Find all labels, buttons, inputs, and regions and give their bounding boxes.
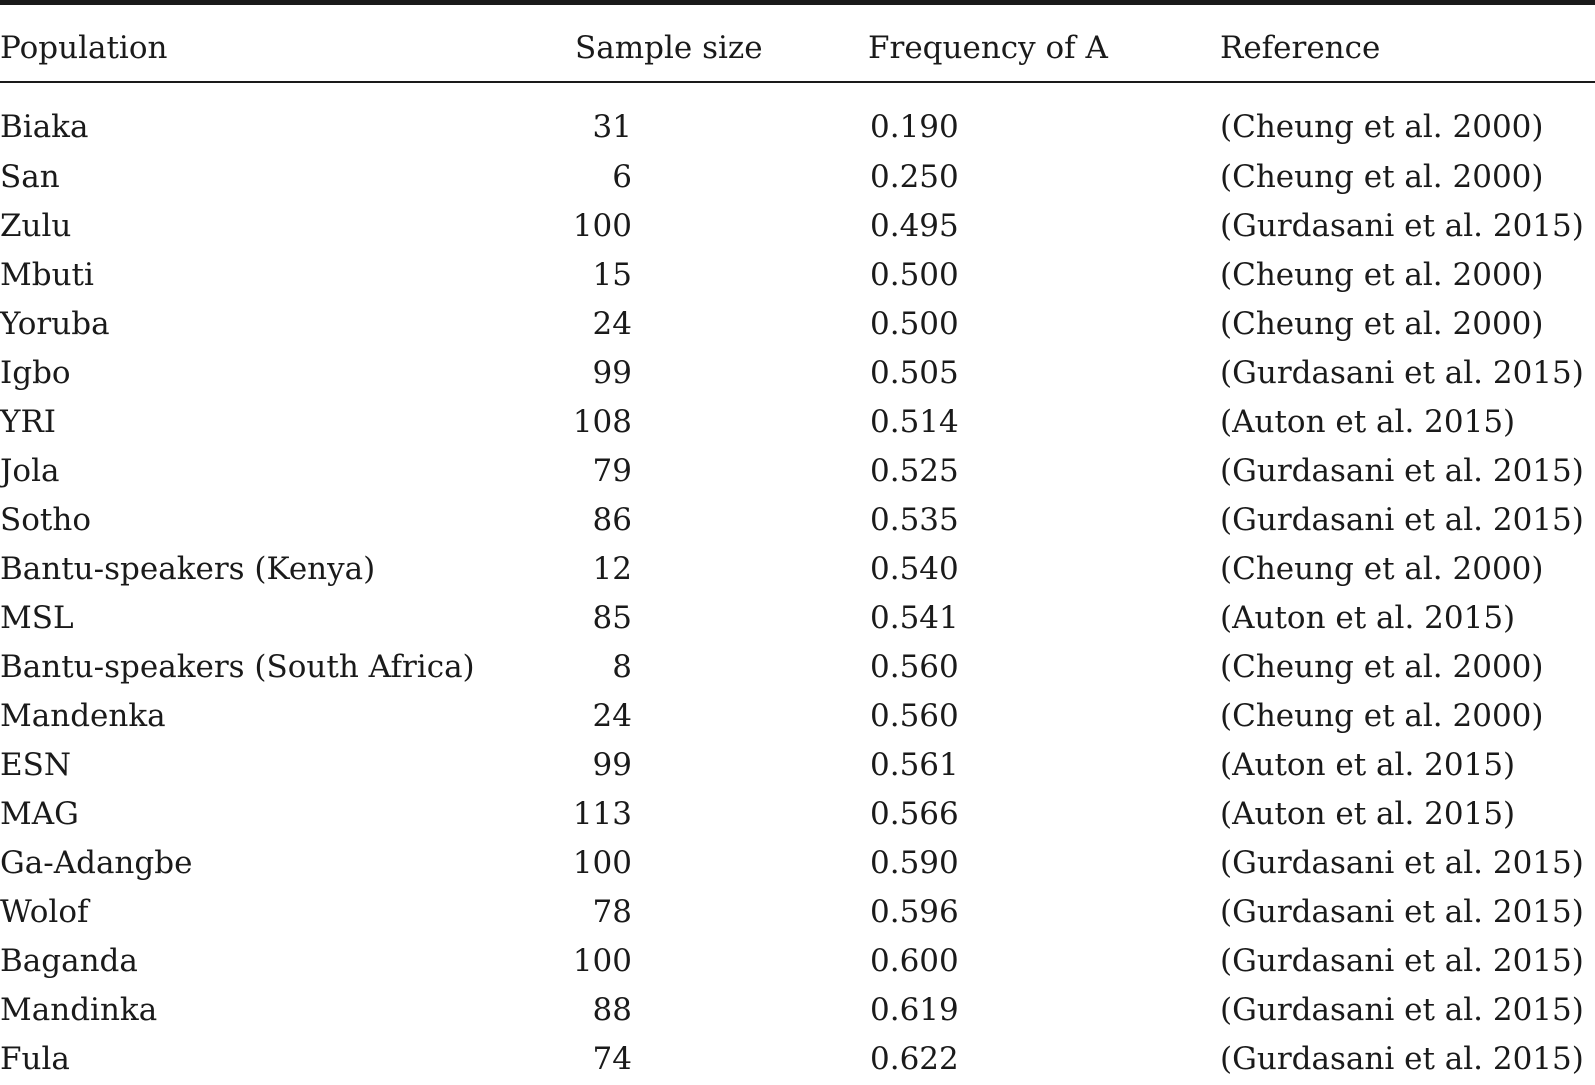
- cell-frequency: 0.541: [870, 600, 959, 636]
- cell-frequency: 0.560: [870, 698, 959, 734]
- cell-sample-size: 24: [592, 306, 632, 342]
- cell-frequency: 0.250: [870, 159, 959, 195]
- cell-sample-size: 74: [592, 1041, 632, 1077]
- cell-population: Bantu-speakers (Kenya): [0, 551, 376, 587]
- cell-frequency: 0.560: [870, 649, 959, 685]
- cell-sample-size: 99: [592, 747, 632, 783]
- cell-reference: (Gurdasani et al. 2015): [1220, 845, 1584, 881]
- cell-sample-size: 100: [572, 845, 632, 881]
- cell-reference: (Gurdasani et al. 2015): [1220, 208, 1584, 244]
- cell-reference: (Auton et al. 2015): [1220, 600, 1516, 636]
- cell-reference: (Gurdasani et al. 2015): [1220, 943, 1584, 979]
- cell-sample-size: 100: [572, 208, 632, 244]
- cell-reference: (Cheung et al. 2000): [1220, 109, 1544, 145]
- cell-reference: (Cheung et al. 2000): [1220, 159, 1544, 195]
- cell-sample-size: 85: [592, 600, 632, 636]
- cell-sample-size: 78: [592, 894, 632, 930]
- cell-population: Yoruba: [0, 306, 110, 342]
- cell-frequency: 0.514: [870, 404, 959, 440]
- header-frequency: Frequency of A: [868, 30, 1108, 66]
- cell-population: MAG: [0, 796, 79, 832]
- header-population: Population: [0, 30, 168, 66]
- cell-population: Jola: [0, 453, 60, 489]
- cell-frequency: 0.500: [870, 257, 959, 293]
- table-row: [0, 790, 1595, 839]
- cell-frequency: 0.500: [870, 306, 959, 342]
- cell-reference: (Gurdasani et al. 2015): [1220, 1041, 1584, 1077]
- cell-reference: (Auton et al. 2015): [1220, 404, 1516, 440]
- cell-reference: (Cheung et al. 2000): [1220, 698, 1544, 734]
- cell-frequency: 0.495: [870, 208, 959, 244]
- cell-population: ESN: [0, 747, 71, 783]
- cell-reference: (Cheung et al. 2000): [1220, 306, 1544, 342]
- cell-sample-size: 88: [592, 992, 632, 1028]
- cell-population: Bantu-speakers (South Africa): [0, 649, 475, 685]
- header-sample-size: Sample size: [575, 30, 763, 66]
- cell-sample-size: 99: [592, 355, 632, 391]
- cell-population: San: [0, 159, 60, 195]
- table-row: [0, 251, 1595, 300]
- table-row: [0, 986, 1595, 1035]
- table-row: [0, 1035, 1595, 1084]
- cell-sample-size: 100: [572, 943, 632, 979]
- cell-sample-size: 86: [592, 502, 632, 538]
- cell-reference: (Cheung et al. 2000): [1220, 257, 1544, 293]
- cell-sample-size: 15: [592, 257, 632, 293]
- table-row: [0, 545, 1595, 594]
- cell-frequency: 0.190: [870, 109, 959, 145]
- cell-population: Ga-Adangbe: [0, 845, 193, 881]
- cell-frequency: 0.596: [870, 894, 959, 930]
- cell-frequency: 0.590: [870, 845, 959, 881]
- table-row: [0, 643, 1595, 692]
- header-reference: Reference: [1220, 30, 1381, 66]
- cell-frequency: 0.535: [870, 502, 959, 538]
- cell-population: YRI: [0, 404, 57, 440]
- cell-reference: (Gurdasani et al. 2015): [1220, 453, 1584, 489]
- cell-frequency: 0.525: [870, 453, 959, 489]
- table-row: [0, 692, 1595, 741]
- cell-population: Fula: [0, 1041, 70, 1077]
- cell-frequency: 0.505: [870, 355, 959, 391]
- cell-population: MSL: [0, 600, 74, 636]
- cell-frequency: 0.619: [870, 992, 959, 1028]
- cell-reference: (Cheung et al. 2000): [1220, 649, 1544, 685]
- table-row: [0, 398, 1595, 447]
- table-row: [0, 888, 1595, 937]
- cell-frequency: 0.540: [870, 551, 959, 587]
- cell-population: Igbo: [0, 355, 71, 391]
- cell-reference: (Auton et al. 2015): [1220, 796, 1516, 832]
- cell-reference: (Gurdasani et al. 2015): [1220, 894, 1584, 930]
- cell-reference: (Gurdasani et al. 2015): [1220, 992, 1584, 1028]
- cell-population: Sotho: [0, 502, 91, 538]
- cell-population: Wolof: [0, 894, 89, 930]
- cell-sample-size: 31: [592, 109, 632, 145]
- table-row: [0, 300, 1595, 349]
- table-row: [0, 91, 1595, 153]
- cell-population: Mandenka: [0, 698, 166, 734]
- table-row: [0, 447, 1595, 496]
- cell-reference: (Gurdasani et al. 2015): [1220, 355, 1584, 391]
- table-header-row: [0, 0, 1595, 91]
- cell-frequency: 0.600: [870, 943, 959, 979]
- cell-population: Biaka: [0, 109, 89, 145]
- table-row: [0, 496, 1595, 545]
- cell-sample-size: 12: [592, 551, 632, 587]
- cell-sample-size: 6: [612, 159, 632, 195]
- cell-sample-size: 79: [592, 453, 632, 489]
- cell-reference: (Gurdasani et al. 2015): [1220, 502, 1584, 538]
- cell-sample-size: 8: [612, 649, 632, 685]
- table-row: [0, 349, 1595, 398]
- table-body: [0, 91, 1595, 1084]
- cell-frequency: 0.622: [870, 1041, 959, 1077]
- cell-sample-size: 24: [592, 698, 632, 734]
- table-row: [0, 937, 1595, 986]
- cell-reference: (Auton et al. 2015): [1220, 747, 1516, 783]
- cell-population: Zulu: [0, 208, 72, 244]
- cell-reference: (Cheung et al. 2000): [1220, 551, 1544, 587]
- cell-sample-size: 108: [572, 404, 632, 440]
- table-row: [0, 153, 1595, 202]
- cell-sample-size: 113: [572, 796, 632, 832]
- cell-frequency: 0.561: [870, 747, 959, 783]
- table-row: [0, 594, 1595, 643]
- cell-population: Mbuti: [0, 257, 94, 293]
- cell-frequency: 0.566: [870, 796, 959, 832]
- cell-population: Mandinka: [0, 992, 158, 1028]
- table-row: [0, 741, 1595, 790]
- table-row: [0, 202, 1595, 251]
- cell-population: Baganda: [0, 943, 138, 979]
- table-row: [0, 839, 1595, 888]
